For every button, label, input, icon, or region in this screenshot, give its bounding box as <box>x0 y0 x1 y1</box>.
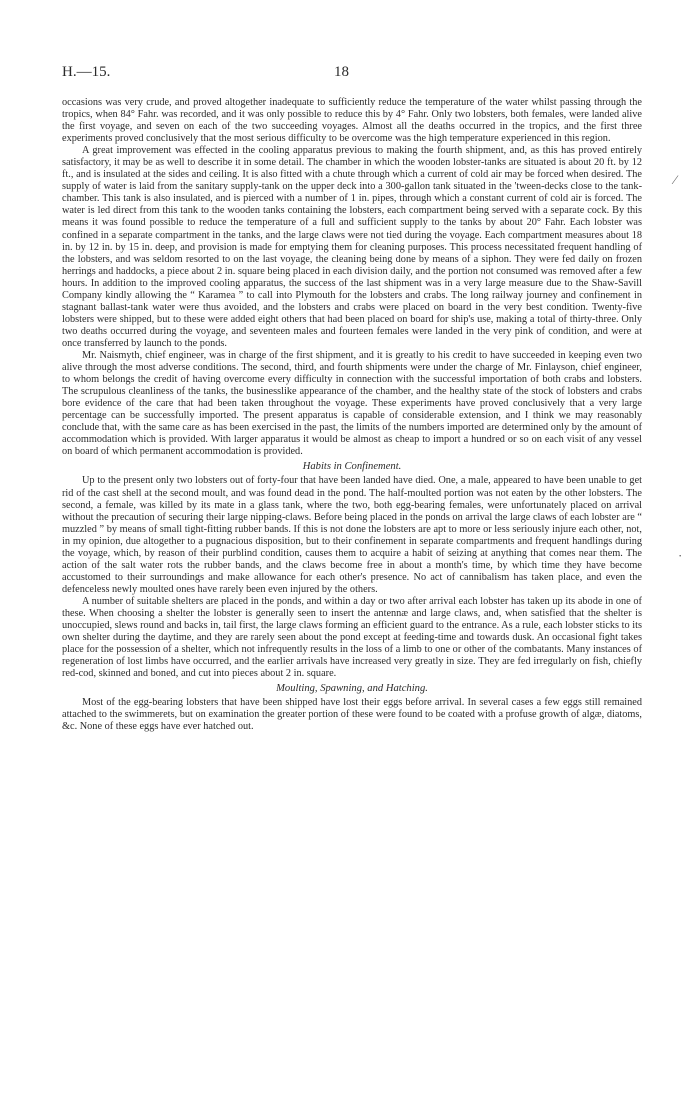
paragraph: occasions was very crude, and proved altogether inadequate to sufficiently reduce the temperature of the water whilst passing through the tropics, when 84° Fahr. was recorded, and it was only possible to reduce this by 4° Fahr. Only two lobsters, both females, were landed alive the first voyage, and seven on each of the two succeeding voyages. Almost all the deaths occurred in the tropics, and the first three experiments proved conclusively that the most serious difficulty to be overcome was the high temperature experienced in this region. <box>62 97 642 145</box>
paragraph: Up to the present only two lobsters out of forty-four that have been landed have died. One, a male, appeared to have been unable to get rid of the cast shell at the second moult, and was found dead in the pond. The half-moulted portion was not eaten by the other lobsters. The second, a female, was killed by its mate in a glass tank, where the two, both egg-bearing females, were unfortunately placed on arrival without the precaution of securing their large nipping-claws. Before being placed in the ponds on arrival the large claws of each lobster are “ muzzled ” by means of small tight-fitting rubber bands. If this is not done the lobsters are apt to more or less seriously injure each other, not, in my opinion, due altogether to a pugnacious disposition, but to their confinement in separate compartments and frequent handlings during the voyage, which, by reason of their purblind condition, causes them to acquire a habit of seizing at anything that comes near them. The action of the salt water rots the rubber bands, and the claws become free in about a month's time, by which time they have become accustomed to their surroundings and make allowance for each other's presence. No act of cannibalism has taken place, and even the defenceless newly moulted ones have rarely been even injured by the others. <box>62 475 642 595</box>
margin-mark: ⁄ <box>674 172 677 187</box>
document-reference: H.—15. <box>62 64 111 80</box>
section-heading-habits: Habits in Confinement. <box>302 461 402 473</box>
paragraph: Mr. Naismyth, chief engineer, was in charge of the first shipment, and it is greatly to his credit to have succeeded in keeping even two alive through the most adverse conditions. The second, third, and fourth shipments were under the charge of Mr. Finlayson, chief engineer, to whom belongs the credit of having overcome every difficulty in connection with the successful importation of both crabs and lobsters. The scrupulous cleanliness of the tanks, the businesslike appearance of the chamber, and the healthy state of the stock of lobsters and crabs bore evidence of the care that had been taken throughout the voyage. These experiments have proved conclusively that a very large percentage can be successfully imported. The present apparatus is capable of considerable extension, and I think we may reasonably conclude that, with the same care as has been exercised in the past, the limits of the numbers imported are determined only by the amount of accommodation which is provided. With larger apparatus it would be almost as cheap to import a hundred or so on each visit of any vessel on board of which permanent accommodation is provided. <box>62 349 642 458</box>
paragraph: A number of suitable shelters are placed in the ponds, and within a day or two after arrival each lobster has taken up its abode in one of these. When choosing a shelter the lobster is generally seen to insert the antennæ and large claws, and, when satisfied that the shelter is unoccupied, slews round and backs in, tail first, the large claws forming an efficient guard to the entrance. As a rule, each lobster sticks to its own shelter during the daytime, and they are rarely seen about the pond except at feeding-time and towards dusk. An occasional fight takes place for the possession of a shelter, which not infrequently results in the loss of a limb to one or other of the combatants. Many instances of regeneration of lost limbs have occurred, and the earlier arrivals have increased very greatly in size. They are fed irregularly on fish, chiefly red-cod, skinned and boned, and cut into pieces about 2 in. square. <box>62 595 642 680</box>
page-header <box>62 64 630 86</box>
margin-mark: · <box>678 548 683 563</box>
body-text <box>62 97 642 733</box>
paragraph: A great improvement was effected in the cooling apparatus previous to making the fourth shipment, and, as this has proved entirely satisfactory, it may be as well to describe it in some detail. The chamber in which the wooden lobster-tanks are situated is about 20 ft. by 12 ft., and is insulated at the sides and ceiling. It is also fitted with a chute through which a current of cold air may be forced when desired. The supply of water is laid from the sanitary supply-tank on the upper deck into a 300-gallon tank situated in the 'tween-decks close to the tank-chamber. This tank is also insulated, and is pierced with a number of 1 in. pipes, through which a constant current of cold air is forced. The water is led direct from this tank to the wooden tanks containing the lobsters, each compartment being served with a separate cock. By this means it was found possible to reduce the temperature of a full and sufficient supply to the tanks by about 20° Fahr. Each lobster was confined in a separate compartment in the tanks, and the large claws were not tied during the voyage. Each compartment measures about 18 in. by 12 in. by 15 in. deep, and provision is made for emptying them for cleaning purposes. This process necessitated frequent handling of the lobsters, and was seldom resorted to on the last voyage, the cleaning being done by means of a siphon. They were fed daily on frozen herrings and haddocks, a piece about 2 in. square being placed in each division daily, and the portion not consumed was removed after a few hours. In addition to the improved cooling apparatus, the success of the last shipment was in a very large measure due to the Shaw-Savill Company kindly allowing the “ Karamea ” to call into Plymouth for the lobsters and crabs. The long railway journey and confinement in stagnant ballast-tank water were thus avoided, and the lobsters and crabs were placed on board in the very best condition. Twenty-five lobsters were shipped, but to these were added eight others that had been placed on board for ship's use, making a total of thirty-three. Only two deaths occurred during the voyage, and seventeen males and fourteen females were landed in the very pink of condition, and were at once transferred by launch to the ponds. <box>62 145 642 349</box>
paragraph: Most of the egg-bearing lobsters that have been shipped have lost their eggs before arrival. In several cases a few eggs still remained attached to the swimmerets, but on examination the greater portion of these were found to be coated with a profuse growth of algæ, diatoms, &c. None of these eggs have ever hatched out. <box>62 697 642 733</box>
section-heading-moulting: Moulting, Spawning, and Hatching. <box>276 683 428 695</box>
page-number: 18 <box>334 64 349 80</box>
